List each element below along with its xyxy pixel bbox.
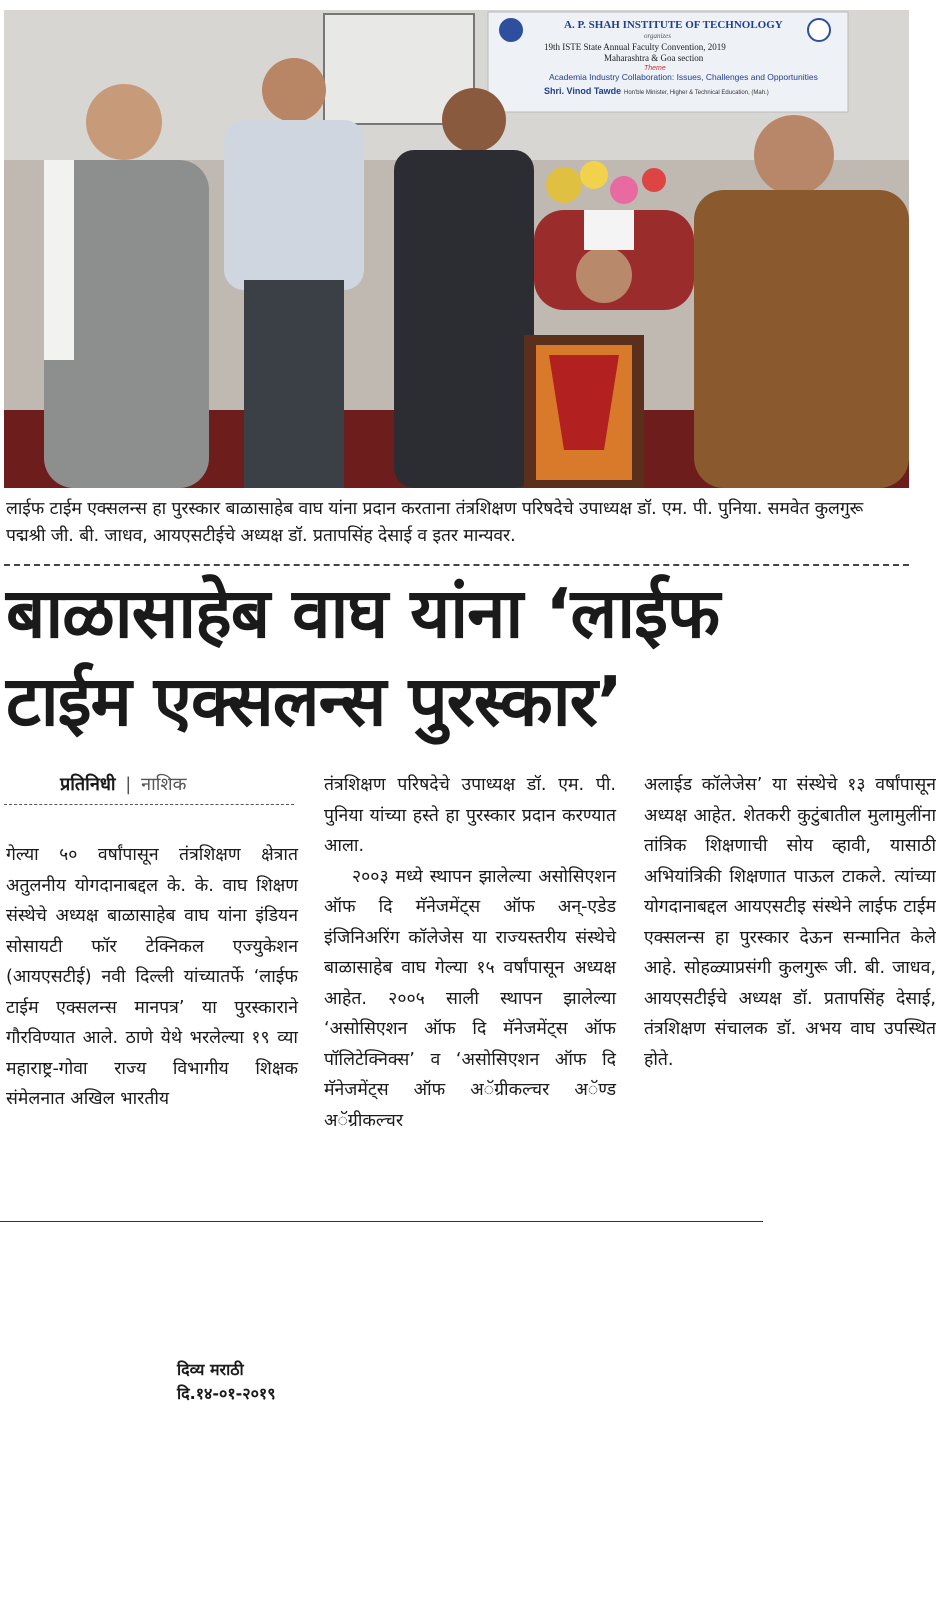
article-column-3: अलाईड कॉलेजेस’ या संस्थेचे १३ वर्षांपासून अध्यक्ष आहेत. शेतकरी कुटुंबातील मुलामुलींना तांत्रिक शिक्षणाची सोय व्हावी, यासाठी अभियांत्रिकी शिक्षणात पाऊल टाकले. त्यांच्या योगदानाबद्दल आयएसटीइ संस्थेने लाईफ टाईम एक्सलन्स हा पुरस्कार देऊन सन्मानित केले आहे. सोहळ्याप्रसंगी कुलगुरू जी. बी. जाधव, आयएसटीईचे अध्यक्ष डॉ. प्रतापसिंह देसाई, तंत्रशिक्षण संचालक डॉ. अभय वाघ उपस्थित होते. — [644, 775, 936, 1070]
banner-theme: Academia Industry Collaboration: Issues, Challenges and Opportunities — [549, 72, 818, 82]
convention-banner — [488, 12, 848, 112]
banner-logo — [499, 18, 523, 42]
awardee-seated — [534, 210, 694, 310]
source-paper: दिव्य मराठी — [177, 1360, 244, 1379]
source-date: दि.१४-०१-२०१९ — [177, 1384, 276, 1403]
banner-theme-label: Theme — [644, 65, 666, 72]
byline-separator: | — [125, 774, 132, 795]
photo-caption: लाईफ टाईम एक्सलन्स हा पुरस्कार बाळासाहेब वाघ यांना प्रदान करताना तंत्रशिक्षण परिषदेचे उपाध्यक्ष डॉ. एम. पी. पुनिया. समवेत कुलगुरू पद्मश्री जी. बी. जाधव, आयएसटीईचे अध्यक्ष डॉ. प्रतापसिंह देसाई व इतर मान्यवर. — [6, 499, 864, 546]
headline: बाळासाहेब वाघ यांना ‘लाईफ टाईम एक्सलन्स पुरस्कार’ — [6, 574, 720, 742]
event-photo — [4, 10, 909, 488]
article-column-2-para-1: तंत्रशिक्षण परिषदेचे उपाध्यक्ष डॉ. एम. पी. पुनिया यांच्या हस्ते हा पुरस्कार प्रदान करण्यात आला. — [324, 775, 616, 856]
banner-convention: 19th ISTE State Annual Faculty Convention, 2019 — [544, 42, 726, 52]
source-info — [177, 1358, 276, 1406]
article-bottom-rule — [0, 1221, 763, 1222]
banner-chief-guest: Shri. Vinod Tawde — [544, 86, 622, 96]
banner-section: Maharashtra & Goa section — [604, 53, 704, 63]
caption-divider — [4, 564, 909, 566]
article-column-2 — [324, 770, 616, 1136]
award-plaque — [524, 335, 644, 488]
byline-reporter: प्रतिनिधी — [60, 774, 116, 795]
byline-rule — [4, 804, 294, 805]
banner-chief-guest-role: Hon'ble Minister, Higher & Technical Education, (Mah.) — [624, 90, 769, 96]
byline-city: नाशिक — [141, 774, 187, 795]
person-checked-shirt — [224, 58, 364, 488]
article-column-1: गेल्या ५० वर्षांपासून तंत्रशिक्षण क्षेत्रात अतुलनीय योगदानाबद्दल के. के. वाघ शिक्षण संस्थेचे अध्यक्ष बाळासाहेब वाघ यांना इंडियन सोसायटी फॉर टेक्निकल एज्युकेशन (आयएसटीई) नवी दिल्ली यांच्यातर्फे ‘लाईफ टाईम एक्सलन्स मानपत्र’ या पुरस्काराने गौरविण्यात आले. ठाणे येथे भरलेल्या १९ व्या महाराष्ट्र-गोवा राज्य विभागीय शिक्षक संमेलनात अखिल भारतीय — [6, 845, 298, 1109]
banner-organizes: organizes — [644, 32, 671, 40]
byline — [60, 772, 187, 798]
banner-institute: A. P. SHAH INSTITUTE OF TECHNOLOGY — [564, 19, 783, 31]
article-column-2-para-2: २००३ मध्ये स्थापन झालेल्या असोसिएशन ऑफ दि मॅनेजमेंट्स ऑफ अन्-एडेड इंजिनिअरिंग कॉलेजेस या राज्यस्तरीय संस्थेचे बाळासाहेब वाघ गेल्या १५ वर्षांपासून अध्यक्ष आहेत. २००५ साली स्थापन झालेल्या ‘असोसिएशन ऑफ दि मॅनेजमेंट्स ऑफ पॉलिटेक्निक्स’ व ‘असोसिएशन ऑफ दि मॅनेजमेंट्स ऑफ अॅग्रीकल्चर अॅण्ड अॅग्रीकल्चर — [324, 866, 616, 1131]
banner-logo-right — [808, 19, 830, 41]
